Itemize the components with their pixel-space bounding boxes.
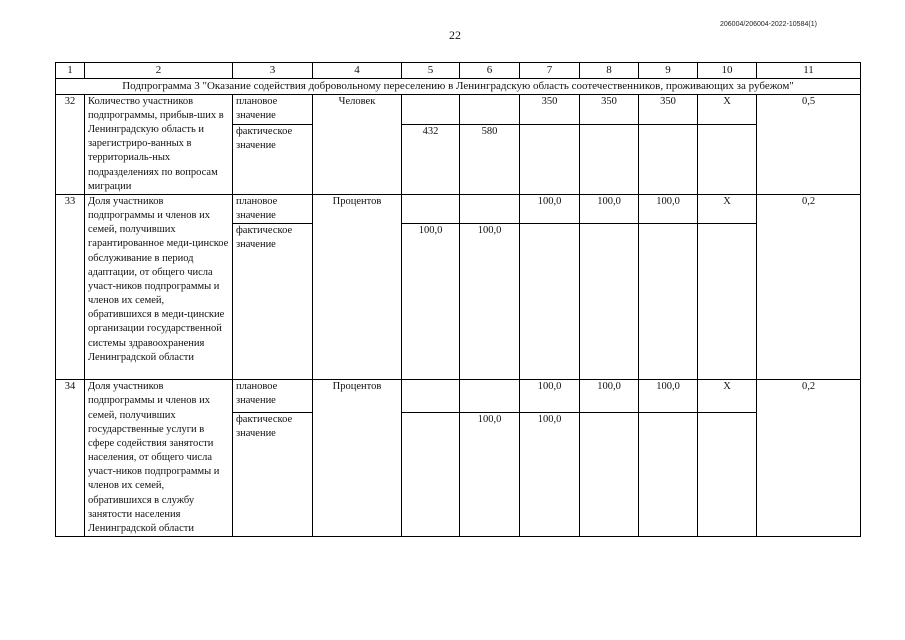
unit: Процентов bbox=[313, 194, 402, 379]
indicator-name: Количество участников подпрограммы, прибыв-ших в Ленинградскую область и зарегистриро-ванных в территориаль-ных подразделениях по вопросам миграции bbox=[85, 94, 233, 194]
weight-value: 0,2 bbox=[757, 194, 861, 379]
planned-value: 100,0 bbox=[639, 380, 698, 413]
planned-value bbox=[460, 194, 520, 223]
planned-value: 100,0 bbox=[520, 380, 580, 413]
column-header: 4 bbox=[313, 63, 402, 79]
actual-value bbox=[639, 124, 698, 194]
planned-value: 350 bbox=[520, 94, 580, 124]
actual-value bbox=[698, 124, 757, 194]
actual-value: 432 bbox=[402, 124, 460, 194]
planned-value: 100,0 bbox=[580, 380, 639, 413]
table-row bbox=[56, 194, 861, 223]
column-header: 6 bbox=[460, 63, 520, 79]
actual-label: фактическое значение bbox=[233, 224, 313, 380]
column-header: 8 bbox=[580, 63, 639, 79]
column-header: 10 bbox=[698, 63, 757, 79]
planned-value: Х bbox=[698, 380, 757, 413]
planned-value bbox=[402, 194, 460, 223]
actual-value: 100,0 bbox=[520, 413, 580, 537]
subprogram-row bbox=[56, 78, 861, 94]
planned-label: плановое значение bbox=[233, 94, 313, 124]
planned-value: 100,0 bbox=[639, 194, 698, 223]
planned-value: Х bbox=[698, 94, 757, 124]
actual-value bbox=[698, 413, 757, 537]
column-header: 5 bbox=[402, 63, 460, 79]
actual-value bbox=[580, 224, 639, 380]
column-header-row bbox=[56, 63, 861, 79]
planned-value bbox=[402, 380, 460, 413]
weight-value: 0,2 bbox=[757, 380, 861, 537]
actual-value bbox=[639, 413, 698, 537]
document-id: 206004/206004-2022-10584(1) bbox=[720, 21, 817, 28]
actual-value: 100,0 bbox=[402, 224, 460, 380]
column-header: 7 bbox=[520, 63, 580, 79]
actual-value: 100,0 bbox=[460, 413, 520, 537]
actual-value bbox=[520, 124, 580, 194]
table-row bbox=[56, 94, 861, 124]
weight-value: 0,5 bbox=[757, 94, 861, 194]
actual-label: фактическое значение bbox=[233, 124, 313, 194]
actual-value: 580 bbox=[460, 124, 520, 194]
planned-label: плановое значение bbox=[233, 194, 313, 223]
unit: Процентов bbox=[313, 380, 402, 537]
column-header: 11 bbox=[757, 63, 861, 79]
actual-value bbox=[520, 224, 580, 380]
actual-label: фактическое значение bbox=[233, 413, 313, 537]
column-header: 1 bbox=[56, 63, 85, 79]
planned-value bbox=[460, 380, 520, 413]
column-header: 3 bbox=[233, 63, 313, 79]
actual-value bbox=[580, 124, 639, 194]
planned-value: 100,0 bbox=[520, 194, 580, 223]
planned-label: плановое значение bbox=[233, 380, 313, 413]
planned-value bbox=[402, 94, 460, 124]
row-number: 34 bbox=[56, 380, 85, 537]
actual-value bbox=[402, 413, 460, 537]
actual-value: 100,0 bbox=[460, 224, 520, 380]
unit: Человек bbox=[313, 94, 402, 194]
planned-value: Х bbox=[698, 194, 757, 223]
actual-value bbox=[639, 224, 698, 380]
table-row bbox=[56, 380, 861, 413]
indicator-name: Доля участников подпрограммы и членов их семей, получивших гарантированное меди-цинское обслуживание в период адаптации, от общего числа участ-ников подпрограммы и членов их семей, обратившихся в меди-цинские организации государственной системы здравоохранения Ленинградской области bbox=[85, 194, 233, 379]
indicators-table bbox=[55, 62, 861, 537]
planned-value: 350 bbox=[580, 94, 639, 124]
actual-value bbox=[698, 224, 757, 380]
row-number: 33 bbox=[56, 194, 85, 379]
planned-value: 100,0 bbox=[580, 194, 639, 223]
actual-value bbox=[580, 413, 639, 537]
subprogram-title: Подпрограмма 3 "Оказание содействия добровольному переселению в Ленинградскую область соотечественников, проживающих за рубежом" bbox=[56, 78, 861, 94]
page-number: 22 bbox=[449, 28, 461, 42]
column-header: 9 bbox=[639, 63, 698, 79]
indicator-name: Доля участников подпрограммы и членов их семей, получивших государственные услуги в сфере содействия занятости населения, от общего числа участ-ников подпрограммы и членов их семей, обратившихся в службу занятости населения Ленинградской области bbox=[85, 380, 233, 537]
column-header: 2 bbox=[85, 63, 233, 79]
planned-value: 350 bbox=[639, 94, 698, 124]
row-number: 32 bbox=[56, 94, 85, 194]
planned-value bbox=[460, 94, 520, 124]
